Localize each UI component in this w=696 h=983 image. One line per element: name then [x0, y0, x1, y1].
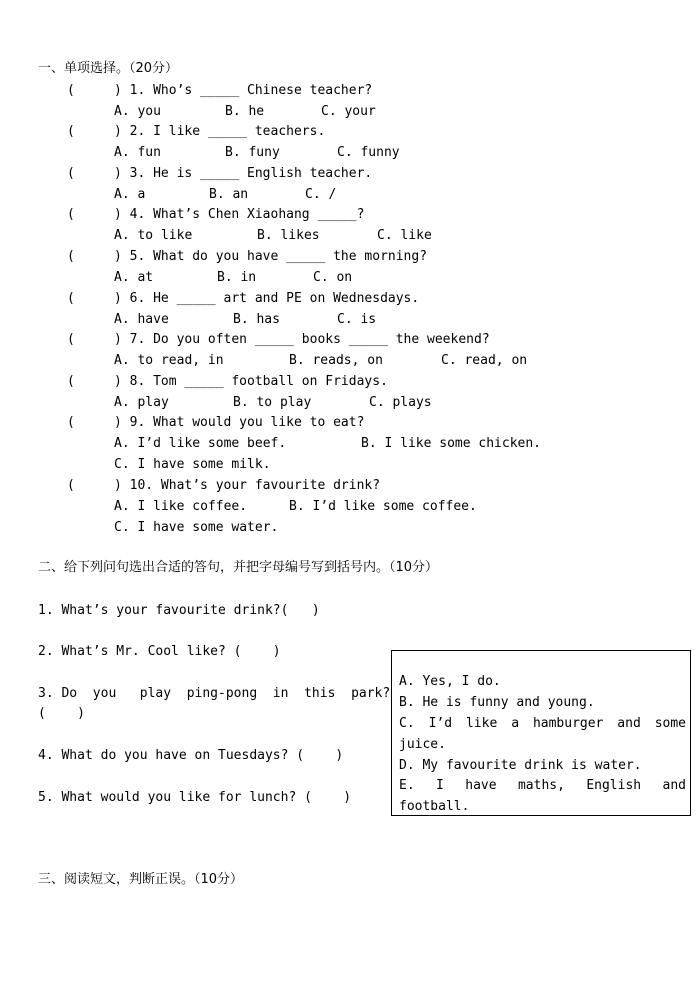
q6-option-a: A. have [114, 312, 169, 327]
answer-d: D. My favourite drink is water. [399, 758, 642, 773]
q4-option-b: B. likes [257, 228, 320, 243]
answer-e: E. I have maths, English and [399, 778, 686, 793]
answer-b: B. He is funny and young. [399, 695, 595, 710]
q9-option-a: A. I’d like some beef. [114, 436, 287, 451]
q3-stem: ( ) 3. He is _____ English teacher. [67, 166, 373, 181]
q10-option-a: A. I like coffee. [114, 499, 248, 514]
q7-option-c: C. read, on [441, 353, 528, 368]
q6-option-c: C. is [337, 312, 377, 327]
match-question-3: 3. Do you play ping-pong in this park? [38, 686, 391, 701]
q7-option-a: A. to read, in [114, 353, 224, 368]
q10-option-b: B. I’d like some coffee. [289, 499, 477, 514]
q10-option-c: C. I have some water. [114, 520, 279, 535]
q2-option-c: C. funny [337, 145, 400, 160]
q8-option-b: B. to play [233, 395, 312, 410]
q8-option-c: C. plays [369, 395, 432, 410]
q9-stem: ( ) 9. What would you like to eat? [67, 415, 365, 430]
answer-c: C. I’d like a hamburger and some [399, 716, 686, 731]
q6-stem: ( ) 6. He _____ art and PE on Wednesdays. [67, 291, 420, 306]
answer-c-cont: juice. [399, 737, 446, 752]
q1-stem: ( ) 1. Who’s _____ Chinese teacher? [67, 83, 373, 98]
section1-title: 一、单项选择。（20分） [38, 61, 179, 76]
q1-option-b: B. he [225, 104, 265, 119]
q8-stem: ( ) 8. Tom _____ football on Fridays. [67, 374, 388, 389]
q2-stem: ( ) 2. I like _____ teachers. [67, 124, 326, 139]
q6-option-b: B. has [233, 312, 280, 327]
match-question-4: 4. What do you have on Tuesdays? ( ) [38, 748, 344, 763]
q5-option-c: C. on [313, 270, 353, 285]
q2-option-a: A. fun [114, 145, 161, 160]
q4-option-a: A. to like [114, 228, 193, 243]
match-question-5: 5. What would you like for lunch? ( ) [38, 790, 352, 805]
answer-box [391, 650, 691, 816]
answer-a: A. Yes, I do. [399, 674, 501, 689]
q3-option-b: B. an [209, 187, 249, 202]
answer-e-cont: football. [399, 799, 470, 814]
q2-option-b: B. funy [225, 145, 280, 160]
section3-title: 三、阅读短文，判断正误。（10分） [38, 872, 244, 887]
q9-option-b: B. I like some chicken. [361, 436, 542, 451]
match-question-3-bracket: ( ) [38, 706, 85, 721]
q7-stem: ( ) 7. Do you often _____ books _____ the weekend? [67, 332, 490, 347]
q10-stem: ( ) 10. What’s your favourite drink? [67, 478, 381, 493]
q5-option-a: A. at [114, 270, 154, 285]
q8-option-a: A. play [114, 395, 169, 410]
q7-option-b: B. reads, on [289, 353, 383, 368]
q3-option-a: A. a [114, 187, 146, 202]
q5-stem: ( ) 5. What do you have _____ the morning? [67, 249, 428, 264]
q4-stem: ( ) 4. What’s Chen Xiaohang _____? [67, 207, 365, 222]
section2-title: 二、给下列问句选出合适的答句，并把字母编号写到括号内。（10分） [38, 560, 439, 575]
q9-option-c: C. I have some milk. [114, 457, 271, 472]
q1-option-c: C. your [321, 104, 376, 119]
q1-option-a: A. you [114, 104, 161, 119]
q3-option-c: C. / [305, 187, 337, 202]
match-question-1: 1. What’s your favourite drink?( ) [38, 603, 320, 618]
q4-option-c: C. like [377, 228, 432, 243]
match-question-2: 2. What’s Mr. Cool like? ( ) [38, 644, 281, 659]
q5-option-b: B. in [217, 270, 257, 285]
